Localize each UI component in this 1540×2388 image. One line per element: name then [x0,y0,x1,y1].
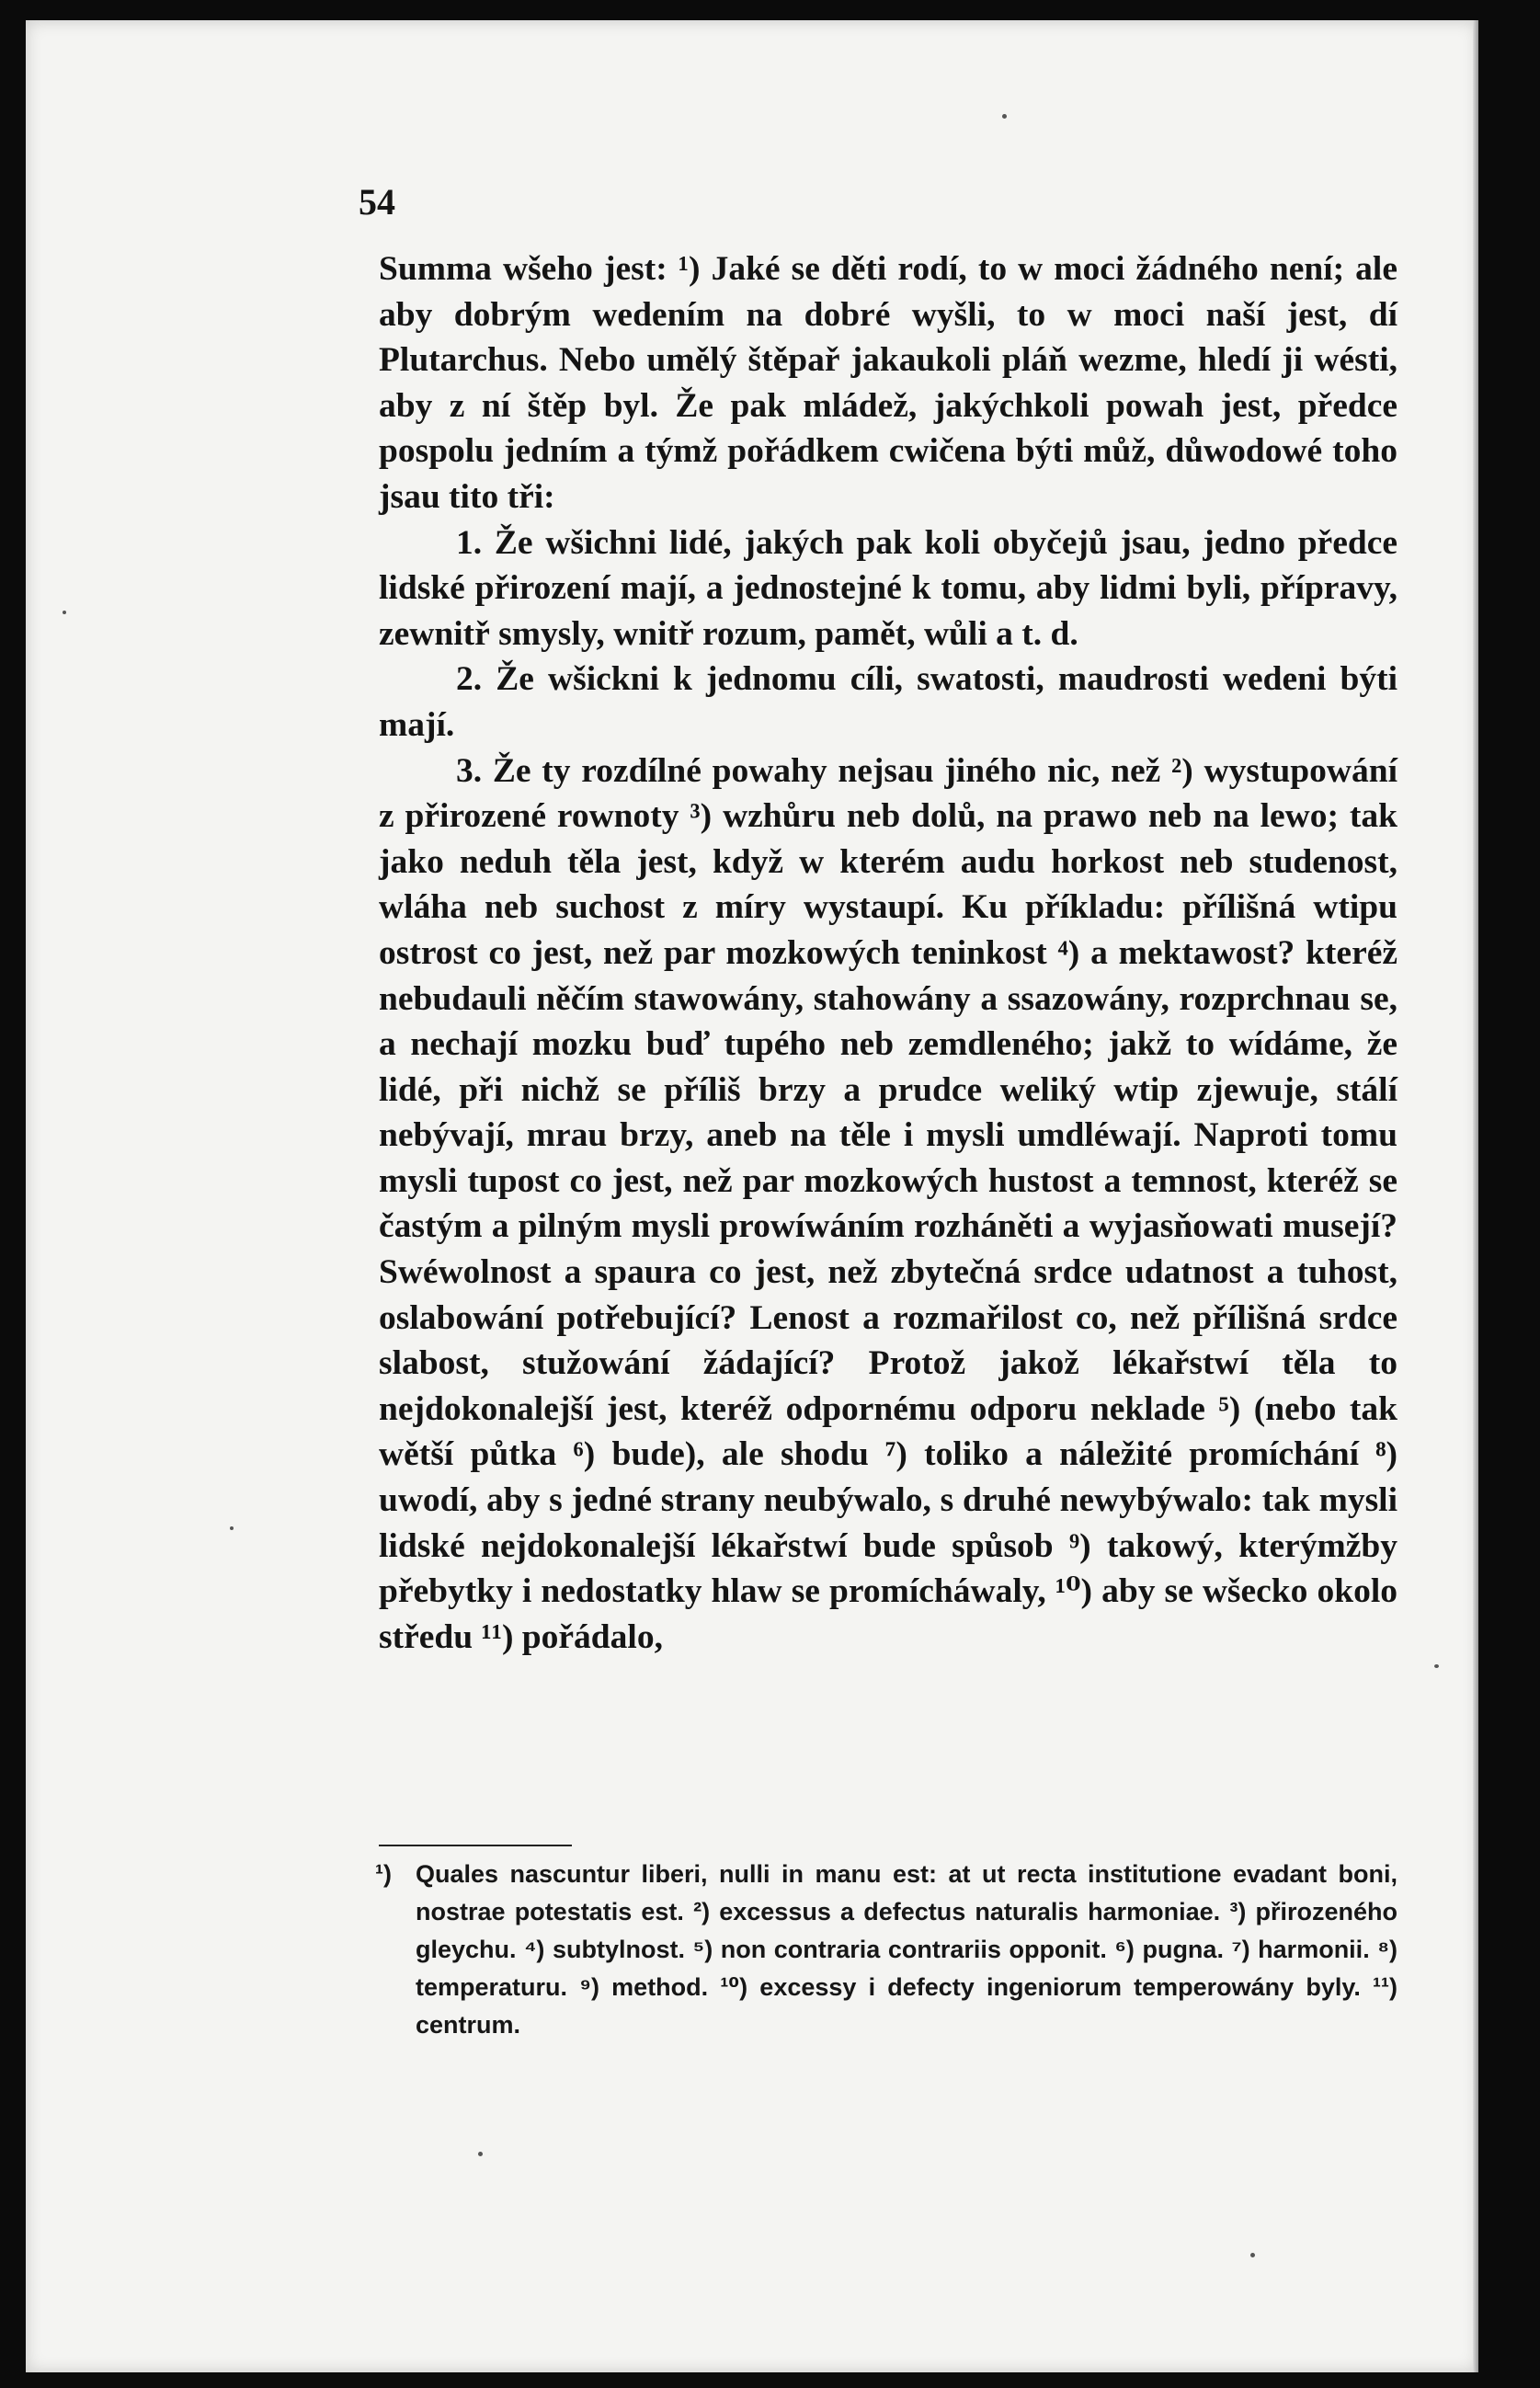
paragraph-summary: Summa wšeho jest: ¹) Jaké se děti rodí, to w moci žádného není; ale aby dobrým wedením na dobré wyšli, to w moci naší jest, dí Plutarchus. Nebo umělý štěpař jakaukoli pláň wezme, hledí ji wésti, aby z ní štěp byl. Že pak mládež, jakýchkoli powah jest, předce pospolu jedním a týmž pořádkem cwičena býti můž, důwodowé toho jsau tito tři: [379,250,1397,516]
paper-speck [1002,114,1007,119]
page-number: 54 [359,181,395,223]
footnote-text: Quales nascuntur liberi, nulli in manu est: at ut recta institutione evadant boni, nostrae potestatis est. ²) excessus a defectus naturalis harmoniae. ³) přirozeného gleychu. ⁴) subtylnost. ⁵) non contraria contrariis opponit. ⁶) pugna. ⁷) harmonii. ⁸) temperaturu. ⁹) method. ¹⁰) excessy i defecty ingeniorum temperowány byly. ¹¹) centrum. [416,1860,1397,2039]
paper-speck [1434,1664,1439,1668]
paper-speck [63,611,66,614]
paragraph-point-2: 2. Že wšickni k jednomu cíli, swatosti, maudrosti wedeni býti mají. [379,660,1397,744]
footnote-divider [379,1845,572,1846]
footnotes [375,1856,1397,2044]
paper-speck [1250,2253,1255,2257]
paragraph-point-1: 1. Že wšichni lidé, jakých pak koli obyčejů jsau, jedno předce lidské přirození mají, a jednostejné k tomu, aby lidmi byli, přípravy, zewnitř smysly, wnitř rozum, pamět, wůli a t. d. [379,523,1397,653]
paragraph-point-3: 3. Že ty rozdílné powahy nejsau jiného nic, než ²) wystupowání z přirozené rownoty ³) wzhůru neb dolů, na prawo neb na lewo; tak jako neduh těla jest, když w kterém audu horkost neb studenost, wláha neb suchost z míry wystaupí. Ku příkladu: přílišná wtipu ostrost co jest, než par mozkowých teninkost ⁴) a mektawost? kteréž nebudauli něčím stawowány, stahowány a ssazowány, rozprchnau se, a nechají mozku buď tupého neb zemdleného; jakž to wídáme, že lidé, při nichž se příliš brzy a prudce weliký wtip zjewuje, stálí nebývají, mrau brzy, aneb na těle i mysli umdléwají. Naproti tomu mysli tupost co jest, než par mozkowých hustost a temnost, kteréž se častým a pilným mysli prowíwáním rozháněti a wyjasňowati musejí? Swéwolnost a spaura co jest, než zbytečná srdce udatnost a tuhost, oslabowání potřebující? Lenost a rozmařilost co, než přílišná srdce slabost, stužowání žádající? Protož jakož lékařstwí těla to nejdokonalejší jest, kteréž odpornému odporu neklade ⁵) (nebo tak wětší půtka ⁶) bude), ale shodu ⁷) toliko a náležité promíchání ⁸) uwodí, aby s jedné strany neubýwalo, s druhé newybýwalo: tak mysli lidské nejdokonalejší lékařstwí bude spůsob ⁹) takowý, kterýmžby přebytky i nedostatky hlaw se promícháwaly, ¹⁰) aby se wšecko okolo středu ¹¹) pořádalo, [379,751,1397,1656]
footnote-marker: ¹) [375,1860,392,1888]
paper-speck [478,2152,483,2156]
paper-speck [230,1526,234,1530]
main-text [379,246,1397,1660]
